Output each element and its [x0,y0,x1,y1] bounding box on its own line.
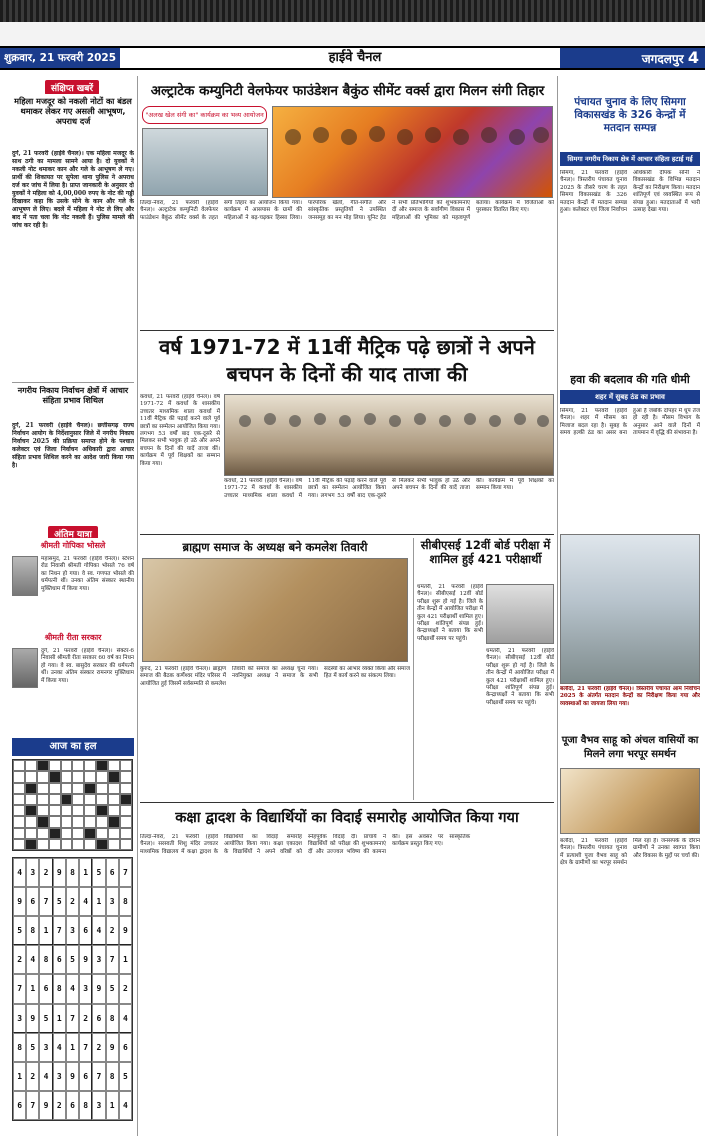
crossword-cell [61,805,73,816]
sudoku-cell: 9 [53,858,66,887]
brahmin-headline: ब्राह्मण समाज के अध्यक्ष बने कमलेश तिवारी [182,540,368,554]
crossword-cell [84,839,96,850]
sudoku-cell: 9 [66,1062,79,1091]
crossword-cell [120,783,132,794]
cbse-body: धमतरी, 21 फरवरी (हाईवे चैनल)। सीबीएसई 12वीं बोर्ड परीक्षा शुरू हो गई है। जिले के तीन केन्द्रों में आयोजित परीक्षा में कुल 421 परीक्षार्थी शामिल हुए। परीक्षा शांतिपूर्ण संपन्न हुई। केन्द्राध्यक्षों ने बताया कि सभी परीक्षार्थी समय पर पहुंचे। [417,584,483,642]
sudoku-cell: 6 [92,1004,105,1033]
sudoku-cell: 6 [79,1062,92,1091]
sudoku-cell: 7 [79,1033,92,1062]
sudoku-cell: 6 [119,1033,132,1062]
sudoku-cell: 1 [26,974,39,1003]
crossword-cell [84,794,96,805]
crossword-cell [84,828,96,839]
divider [12,382,134,383]
crossword-cell [96,828,108,839]
sudoku-cell: 6 [53,945,66,974]
obituary2-name: श्रीमती रीता सरकार [44,633,102,642]
divider [140,534,554,535]
brief-section-label: संक्षिप्त खबरें [45,80,99,94]
crossword-cell [72,760,84,771]
crossword-cell [13,805,25,816]
issue-date: शुक्रवार, 21 फरवरी 2025 [0,48,120,68]
right-story2-subhead: शहर में सुबह ठंड का प्रभाव [560,390,700,404]
page-number: 4 [687,48,699,67]
crossword-cell [49,760,61,771]
divider [140,802,554,803]
reunion-body-continued: कवर्धा, 21 फरवरी (हाईवे चैनल)। वर्ष 1971-72 में कवर्धा के शासकीय उच्चतर माध्यमिक शाला कवर्धा में 11वीं मैट्रिक की पढ़ाई करने वाले पूर्व छात्रों का सम्मेलन आयोजित किया गया। लगभग 53 वर्षों बाद एक-दूसरे से मिलकर सभी भावुक हो उठे और अपने बचपन के दिनों की यादें ताजा कीं। कार्यक्रम में पूर्व शिक्षकों का सम्मान किया गया। [224,478,554,499]
crossword-cell [96,816,108,827]
sudoku-cell: 5 [26,1033,39,1062]
right-photo [560,534,700,684]
obituary1-photo [12,556,38,596]
sudoku-cell: 5 [92,858,105,887]
top-story-inset-photo [142,128,268,196]
sudoku-grid [12,857,133,1121]
obituary1-name: श्रीमती गोपिका भोसले [40,541,106,550]
crossword-cell [49,839,61,850]
sudoku-cell: 3 [39,1033,52,1062]
crossword-cell [72,794,84,805]
crossword-cell [61,816,73,827]
crossword-cell [108,805,120,816]
sudoku-cell: 9 [26,1004,39,1033]
crossword-cell [72,839,84,850]
right-story1-body: सिमगा, 21 फरवरी (हाईवे चैनल)। त्रिस्तरीय पंचायत चुनाव 2025 के तीसरे चरण के तहत सिमगा विकासखंड के 326 मतदान केन्द्रों में मतदान सम्पन्न हुआ। कलेक्टर एवं जिला निर्वाचन अधिकारी दीपक सोनी ने विकासखंड के विभिन्न मतदान केन्द्रों का निरीक्षण किया। मतदान शांतिपूर्ण एवं व्यवस्थित रूप से संपन्न हुआ। मतदाताओं में भारी उत्साह देखा गया। [560,170,700,214]
crossword-cell [96,760,108,771]
crossword-cell [49,794,61,805]
sudoku-cell: 3 [106,887,119,916]
crossword-cell [13,783,25,794]
sudoku-cell: 9 [39,1091,52,1120]
crossword-cell [72,828,84,839]
crossword-cell [13,816,25,827]
crossword-cell [37,771,49,782]
crossword-cell [120,771,132,782]
crossword-cell [37,828,49,839]
crossword-cell [25,771,37,782]
crossword-cell [120,794,132,805]
sudoku-cell: 6 [39,974,52,1003]
sudoku-cell: 5 [13,916,26,945]
crossword-cell [25,760,37,771]
sudoku-cell: 6 [79,916,92,945]
brahmin-photo [142,558,408,662]
divider [140,330,554,331]
brief1-body: दुर्ग, 21 फरवरी (हाईवे चैनल)। एक महिला मजदूर के साथ ठगी का मामला सामने आया है। दो युवकों ने नकली नोट थमाकर कान और गले के आभूषण ले गए। प्रार्थी की शिकायत पर सुपेला थाना पुलिस ने अपराध दर्ज कर जांच में लिया है। प्राप्त जानकारी के अनुसार दो युवकों ने महिला को 4,00,000 रुपए के नोट की गड्डी दिखाकर कहा कि उसके सोने के कान और गले के आभूषण ले लिए। बदले में महिला ने नोट ले लिए और बाद में पता चला कि नोट नकली हैं। पुलिस मामले की जांच कर रही है। [12,150,134,229]
header-bar [0,46,705,70]
sudoku-cell: 8 [66,858,79,887]
crossword-cell [49,805,61,816]
sudoku-cell: 2 [26,1062,39,1091]
sudoku-cell: 5 [106,974,119,1003]
sudoku-cell: 1 [119,945,132,974]
crossword-cell [25,783,37,794]
sudoku-cell: 7 [39,887,52,916]
farewell-body: तिल्दा-नेवरा, 21 फरवरी (हाईवे चैनल)। सरस्वती शिशु मंदिर उच्चतर माध्यमिक विद्यालय में कक्षा द्वादश के विद्यार्थियों का विदाई समारोह आयोजित किया गया। कक्षा एकादश के विद्यार्थियों ने अपने वरिष्ठों को स्नेहपूर्वक विदाई दी। प्राचार्य ने विद्यार्थियों को परीक्षा की शुभकामनाएं दीं और उज्ज्वल भविष्य की कामना की। इस अवसर पर सांस्कृतिक कार्यक्रम प्रस्तुत किए गए। [140,834,470,855]
obituary-header [12,522,134,538]
crossword-cell [25,839,37,850]
top-story-photo [272,106,553,198]
sudoku-cell: 4 [26,945,39,974]
sudoku-cell: 5 [66,945,79,974]
crossword-cell [108,816,120,827]
sudoku-cell: 9 [106,1033,119,1062]
obituary2-body: दुर्ग, 21 फरवरी (हाईवे चैनल)। सेक्टर-6 निवासी श्रीमती रीता सरकार 60 वर्ष का निधन हो गया। वे स्व. बासुदेव सरकार की धर्मपत्नी थीं। उनका अंतिम संस्कार रामनगर मुक्तिधाम में किया गया। [41,648,134,684]
crossword-cell [13,839,25,850]
crossword-cell [49,783,61,794]
sudoku-cell: 9 [92,974,105,1003]
sudoku-cell: 9 [119,916,132,945]
sudoku-cell: 7 [119,858,132,887]
sudoku-cell: 2 [13,945,26,974]
crossword-cell [37,794,49,805]
brief1-headline: महिला मजदूर को नकली नोटों का बंडल थमाकर लेकर गए असली आभूषण, अपराध दर्ज [14,96,132,126]
sudoku-cell: 7 [106,945,119,974]
sudoku-cell: 8 [26,916,39,945]
crossword-cell [108,783,120,794]
sudoku-cell: 2 [66,887,79,916]
crossword-cell [49,771,61,782]
top-story-kicker: "अलख खेल संगी का" कार्यक्रम का भव्य आयोजन [142,106,267,124]
ad-strip [0,0,705,22]
crossword-cell [96,783,108,794]
crossword-cell [13,794,25,805]
crossword-cell [108,794,120,805]
crossword-cell [72,805,84,816]
crossword-cell [37,760,49,771]
sudoku-cell: 6 [66,1091,79,1120]
sudoku-cell: 8 [53,974,66,1003]
sudoku-cell: 4 [79,887,92,916]
reunion-body: कवर्धा, 21 फरवरी (हाईवे चैनल)। वर्ष 1971-72 में कवर्धा के शासकीय उच्चतर माध्यमिक शाला कवर्धा में 11वीं मैट्रिक की पढ़ाई करने वाले पूर्व छात्रों का सम्मेलन आयोजित किया गया। लगभग 53 वर्षों बाद एक-दूसरे से मिलकर सभी भावुक हो उठे और अपने बचपन के दिनों की यादें ताजा कीं। कार्यक्रम में पूर्व शिक्षकों का सम्मान किया गया। [140,394,220,467]
sudoku-cell: 4 [66,974,79,1003]
sudoku-cell: 7 [53,916,66,945]
crossword-cell [84,805,96,816]
sudoku-cell: 6 [26,887,39,916]
crossword-cell [13,771,25,782]
right-story3-headline: पूजा वैभव साहू को अंचल वासियों का मिलने लगा भरपूर समर्थन [561,735,699,760]
city-name: जगदलपुर [641,52,684,66]
sudoku-cell: 3 [92,945,105,974]
crossword-cell [13,760,25,771]
edition-city [560,48,705,68]
sudoku-cell: 8 [79,1091,92,1120]
sudoku-cell: 1 [79,858,92,887]
brahmin-body: कुरुद, 21 फरवरी (हाईवे चैनल)। ब्राह्मण समाज की बैठक कर्णेश्वर मंदिर परिसर में आयोजित हुई जिसमें सर्वसम्मति से कमलेश तिवारी को समाज का अध्यक्ष चुना गया। नवनियुक्त अध्यक्ष ने समाज के सभी सदस्यों का आभार व्यक्त किया और समाज हित में कार्य करने का संकल्प लिया। [140,666,410,687]
sudoku-cell: 1 [53,1004,66,1033]
sudoku-cell: 3 [53,1062,66,1091]
sudoku-cell: 9 [79,945,92,974]
sudoku-cell: 4 [119,1091,132,1120]
crossword-cell [108,771,120,782]
crossword-cell [84,816,96,827]
sudoku-cell: 8 [119,887,132,916]
right-story1-headline: पंचायत चुनाव के लिए सिमगा विकासखंड के 326 केन्द्रों में मतदान सम्पन्न [574,96,686,134]
sudoku-cell: 1 [106,1091,119,1120]
crossword-cell [25,805,37,816]
crossword-cell [120,816,132,827]
crossword-cell [96,805,108,816]
crossword-cell [72,816,84,827]
crossword-cell [96,839,108,850]
sudoku-cell: 7 [26,1091,39,1120]
crossword-cell [120,805,132,816]
right-story1-subhead: सिमगा नगरीय निकाय क्षेत्र में आचार संहिता हटाई गई [560,152,700,166]
obituary1-body: महासमुंद, 21 फरवरी (हाईवे चैनल)। स्टेशन रोड निवासी श्रीमती गोपिका भोसले 76 वर्ष का निधन हो गया। वे स्व. गणपत भोसले की धर्मपत्नी थीं। उनका अंतिम संस्कार स्थानीय मुक्तिधाम में किया गया। [41,556,134,592]
crossword-grid [12,759,133,851]
crossword-cell [96,794,108,805]
crossword-cell [120,828,132,839]
farewell-headline: कक्षा द्वादश के विद्यार्थियों का विदाई समारोह आयोजित किया गया [175,810,519,826]
crossword-cell [108,760,120,771]
sudoku-cell: 8 [13,1033,26,1062]
sudoku-cell: 3 [79,974,92,1003]
crossword-cell [72,783,84,794]
cbse-headline: सीबीएसई 12वीं बोर्ड परीक्षा में शामिल हुई 421 परीक्षार्थी [420,538,551,566]
puzzle-header: आज का हल [12,738,134,756]
sudoku-cell: 1 [92,887,105,916]
crossword-cell [25,816,37,827]
right-story2-headline: हवा की बदलाव की गति धीमी [570,373,690,386]
crossword-cell [108,839,120,850]
sudoku-cell: 4 [53,1033,66,1062]
crossword-cell [49,816,61,827]
cbse-body-continued: धमतरी, 21 फरवरी (हाईवे चैनल)। सीबीएसई 12वीं बोर्ड परीक्षा शुरू हो गई है। जिले के तीन केन्द्रों में आयोजित परीक्षा में कुल 421 परीक्षार्थी शामिल हुए। परीक्षा शांतिपूर्ण संपन्न हुई। केन्द्राध्यक्षों ने बताया कि सभी परीक्षार्थी समय पर पहुंचे। [486,648,554,706]
sudoku-cell: 7 [92,1062,105,1091]
brief2-body: दुर्ग, 21 फरवरी (हाईवे चैनल)। छत्तीसगढ़ राज्य निर्वाचन आयोग के निर्देशानुसार जिले में नगरीय निकाय निर्वाचन 2025 की प्रक्रिया समाप्त होने के पश्चात कलेक्टर एवं जिला निर्वाचन अधिकारी द्वारा आचार संहिता प्रभाव शिथिल करने का आदेश जारी किया गया है। [12,422,134,469]
sudoku-cell: 8 [106,1004,119,1033]
crossword-cell [37,816,49,827]
sudoku-cell: 7 [13,974,26,1003]
masthead [0,0,705,74]
sudoku-cell: 2 [53,1091,66,1120]
sudoku-cell: 1 [66,1033,79,1062]
crossword-cell [61,783,73,794]
crossword-cell [37,805,49,816]
brief-section-header [10,76,134,94]
sudoku-cell: 9 [13,887,26,916]
reunion-photo [224,394,554,476]
sudoku-cell: 5 [39,1004,52,1033]
crossword-cell [37,783,49,794]
reunion-headline: वर्ष 1971-72 में 11वीं मैट्रिक पढ़े छात्रों ने अपने बचपन के दिनों की याद ताजा की [159,335,535,386]
right-story3-photo [560,768,700,834]
group-photo-figures [273,107,553,198]
column-rule [413,538,414,800]
top-story-headline: अल्ट्राटेक कम्युनिटी वेलफेयर फाउंडेशन बैकुंठ सीमेंट वर्क्स द्वारा मिलन संगी तिहार [150,83,545,99]
sudoku-cell: 5 [119,1062,132,1091]
sudoku-cell: 8 [106,1062,119,1091]
sudoku-cell: 1 [39,916,52,945]
sudoku-cell: 3 [26,858,39,887]
paper-title: हाईवे चैनल [328,50,382,65]
crossword-cell [25,794,37,805]
sudoku-cell: 2 [106,916,119,945]
crossword-cell [120,760,132,771]
column-rule [137,76,138,1136]
sudoku-cell: 4 [119,1004,132,1033]
reunion-group-figures [225,395,554,476]
crossword-cell [49,828,61,839]
sudoku-cell: 3 [66,916,79,945]
right-story2-body: सिमगा, 21 फरवरी (हाईवे चैनल)। शहर में मौसम का मिजाज बदल रहा है। सुबह के समय हल्की ठंड का असर बना हुआ है जबकि दोपहर में धूप तेज हो रही है। मौसम विभाग के अनुसार आने वाले दिनों में तापमान में वृद्धि की संभावना है। [560,408,700,437]
crossword-cell [61,794,73,805]
sudoku-cell: 2 [119,974,132,1003]
sudoku-cell: 4 [39,1062,52,1091]
sudoku-cell: 3 [92,1091,105,1120]
crossword-cell [84,760,96,771]
column-rule [557,76,558,1136]
sudoku-cell: 3 [13,1004,26,1033]
crossword-cell [25,828,37,839]
sudoku-cell: 2 [79,1004,92,1033]
sudoku-cell: 2 [92,1033,105,1062]
sudoku-cell: 6 [13,1091,26,1120]
right-photo-caption: बलौदा, 21 फरवरी (हाईवे चैनल)। त्रिस्तरीय पंचायत आम निर्वाचन 2025 के अंतर्गत मतदान केन्द्रों का निरीक्षण किया गया और व्यवस्थाओं का जायजा लिया गया। [560,686,700,707]
sudoku-cell: 8 [39,945,52,974]
crossword-cell [37,839,49,850]
masthead-banner [0,22,705,46]
obituary-label: अंतिम यात्रा [48,526,98,538]
crossword-cell [61,839,73,850]
sudoku-cell: 4 [92,916,105,945]
obituary2-photo [12,648,38,688]
sudoku-cell: 2 [39,858,52,887]
crossword-cell [108,828,120,839]
brief2-headline: नगरीय निकाय निर्वाचन क्षेत्रों में आचार संहिता प्रभाव शिथिल [17,386,129,405]
crossword-cell [84,771,96,782]
crossword-cell [84,783,96,794]
sudoku-cell: 7 [66,1004,79,1033]
cbse-photo [486,584,554,644]
right-story3-body: बलौदा, 21 फरवरी (हाईवे चैनल)। त्रिस्तरीय पंचायत चुनाव में प्रत्याशी पूजा वैभव साहू को क्षेत्र के ग्रामीणों का भरपूर समर्थन मिल रहा है। जनसंपर्क के दौरान ग्रामीणों ने उनका स्वागत किया और विकास के मुद्दों पर चर्चा की। [560,838,700,867]
crossword-cell [61,760,73,771]
sudoku-cell: 1 [13,1062,26,1091]
crossword-cell [61,828,73,839]
crossword-cell [13,828,25,839]
sudoku-cell: 6 [106,858,119,887]
sudoku-cell: 5 [53,887,66,916]
top-story-body: तिल्दा-नेवरा, 21 फरवरी (हाईवे चैनल)। अल्ट्राटेक कम्युनिटी वेलफेयर फाउंडेशन बैकुंठ सीमेंट वर्क्स के तहत संगी तिहार का आयोजन किया गया। कार्यक्रम में आसपास के ग्रामों की महिलाओं ने बढ़-चढ़कर हिस्सा लिया। पारंपरिक खेलों, गीत-संगीत और सांस्कृतिक प्रस्तुतियों ने उपस्थित जनसमूह का मन मोह लिया। यूनिट हेड ने सभी प्रतिभागियों को शुभकामनाएं दीं और समाज के सर्वांगीण विकास में महिलाओं की भूमिका को महत्वपूर्ण बताया। कार्यक्रम में विजेताओं को पुरस्कार वितरित किए गए। [140,200,554,221]
crossword-cell [61,771,73,782]
crossword-cell [96,771,108,782]
crossword-cell [72,771,84,782]
crossword-cell [120,839,132,850]
sudoku-cell: 4 [13,858,26,887]
